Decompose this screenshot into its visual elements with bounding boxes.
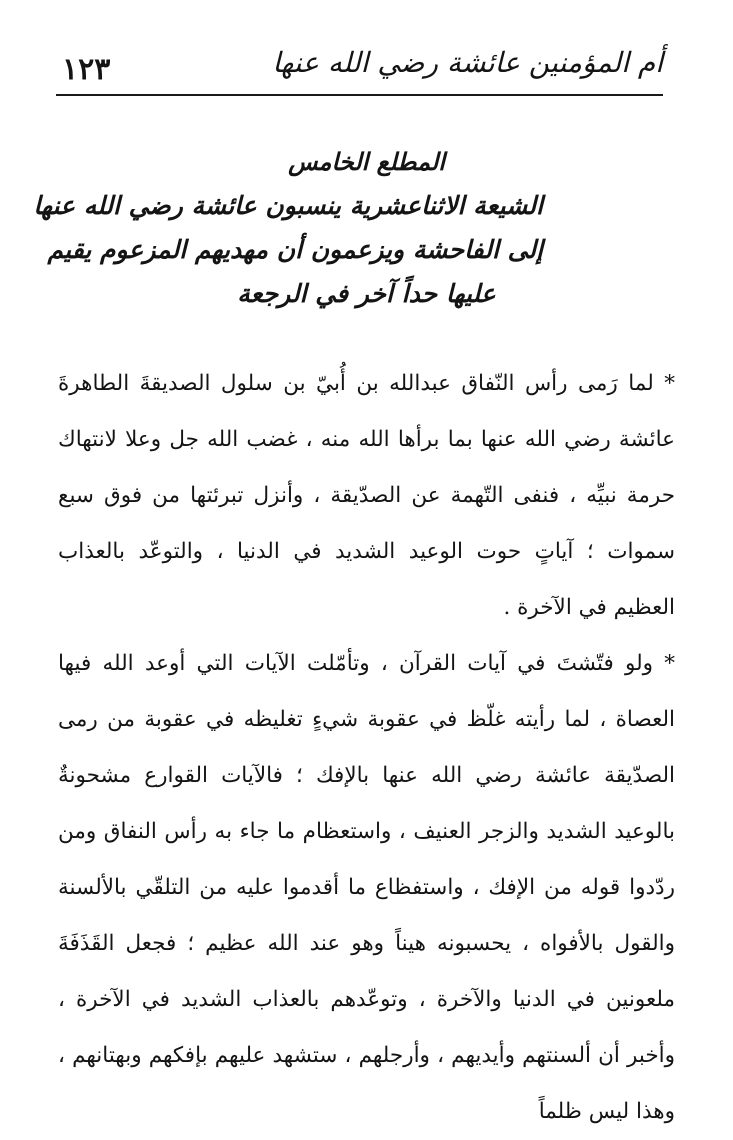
heading-line: إلى الفاحشة ويزعمون أن مهديهم المزعوم يقيم: [47, 235, 543, 264]
header-divider: [56, 94, 663, 96]
running-title: أم المؤمنين عائشة رضي الله عنها: [272, 46, 663, 79]
heading-line: المطلع الخامس: [288, 147, 445, 176]
heading-line: عليها حداً آخر في الرجعة: [237, 279, 496, 308]
page-header: [56, 40, 663, 94]
heading-line: الشيعة الاثناعشرية ينسبون عائشة رضي الله عنها: [33, 191, 543, 220]
paragraph: * لما رَمى رأس النّفاق عبدالله بن أُبيّ بن سلول الصديقةَ الطاهرةَ عائشة رضي الله عنها بما برأها الله منه ، غضب الله جل وعلا لانتهاك حرمة نبيِّه ، فنفى التّهمة عن الصدّيقة ، وأنزل تبرئتها من فوق سبع سموات ؛ آياتٍ حوت الوعيد الشديد في الدنيا ، والتوعّد بالعذاب العظيم في الآخرة .: [58, 371, 675, 620]
body-text: [58, 356, 675, 1140]
page-number: ١٢٣: [62, 52, 111, 87]
paragraph: * ولو فتّشتَ في آيات القرآن ، وتأمّلت الآيات التي أوعد الله فيها العصاة ، لما رأيته غلّظ في عقوبة شيءٍ تغليظه في عقوبة من رمى الصدّيقة عائشة رضي الله عنها بالإفك ؛ فالآيات القوارع مشحونةٌ بالوعيد الشديد والزجر العنيف ، واستعظام ما جاء به رأس النفاق ومن ردّدوا قوله من الإفك ، واستفظاع ما أقدموا عليه من التلقّي بالألسنة والقول بالأفواه ، يحسبونه هيناً وهو عند الله عظيم ؛ فجعل القَذَفَةَ ملعونين في الدنيا والآخرة ، وتوعّدهم بالعذاب الشديد في الآخرة ، وأخبر أن ألسنتهم وأيديهم ، وأرجلهم ، ستشهد عليهم بإفكهم وبهتانهم ، وهذا ليس ظلماً: [58, 651, 675, 1124]
section-heading: [33, 140, 543, 316]
